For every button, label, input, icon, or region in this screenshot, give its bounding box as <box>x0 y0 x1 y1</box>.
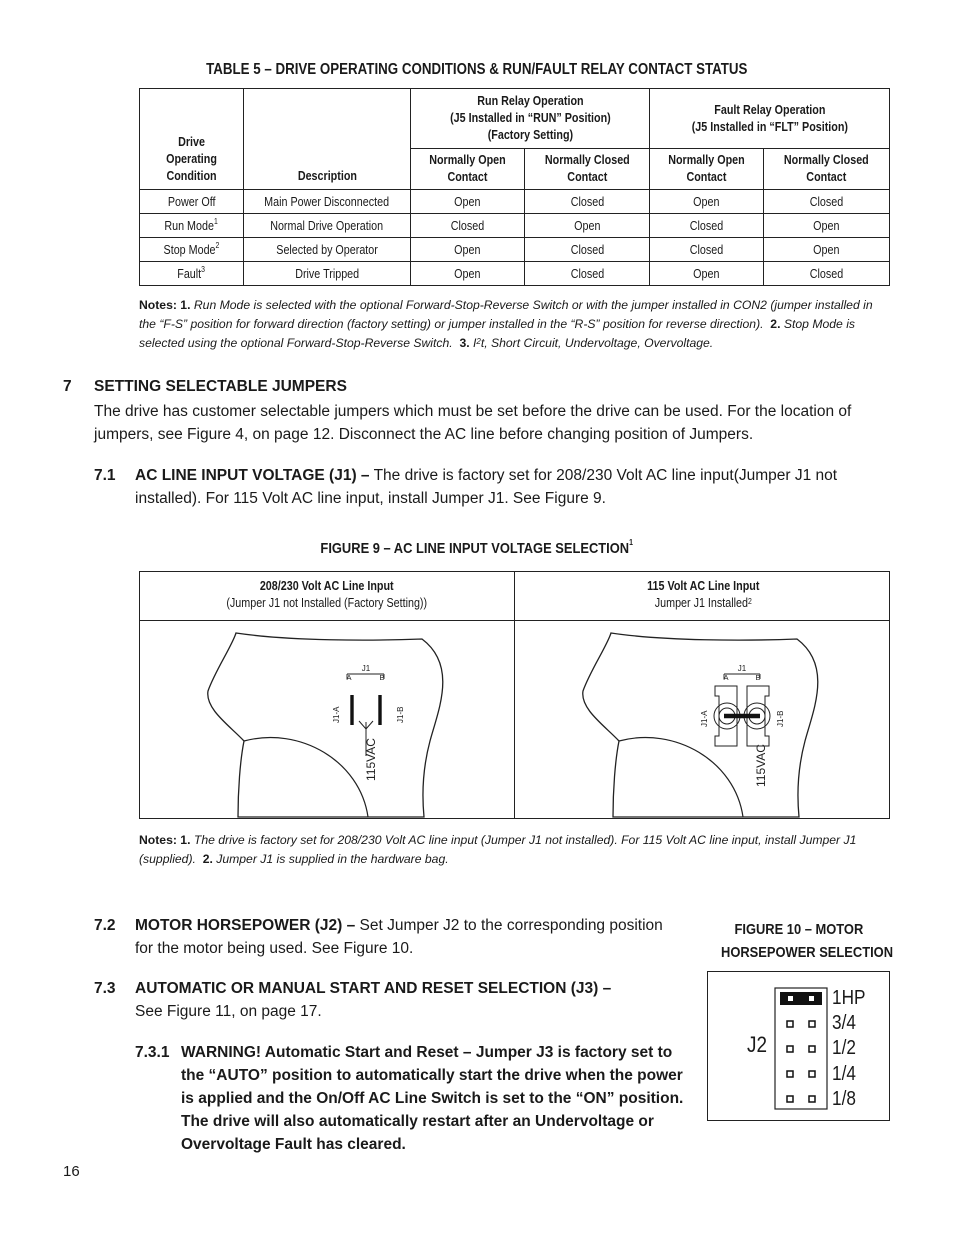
j1b-label: J1-B <box>776 710 785 727</box>
pin-b-label: B <box>755 673 761 682</box>
table-row: Stop Mode$^2$ Selected by Operator Open Closed Closed Open <box>140 238 890 262</box>
position-label: 1/2 <box>832 1037 856 1060</box>
position-label: 1/4 <box>832 1062 856 1085</box>
header-fault-relay: Fault Relay Operation (J5 Installed in “FLT” Position) <box>650 89 890 149</box>
figure9-left-diagram <box>140 621 514 819</box>
figure10-title: FIGURE 10 – MOTOR HORSEPOWER SELECTION <box>721 921 894 961</box>
table5-notes: Notes: 1. Run Mode is selected with the optional Forward-Stop-Reverse Switch or with the jumper installed in CON2 (jumper installed in the “F-S” position for forward direction (factory setting) or jumper installed in the “R-S” position for reverse direction). 2. Stop Mode is selected using the optional Forward-Stop-Reverse Switch. 3. $I^2t$, Short Circuit, Undervoltage, Overvoltage. <box>139 298 873 350</box>
position-label: 3/4 <box>832 1012 856 1035</box>
figure9-notes: Notes: 1. The drive is factory set for 208/230 Volt AC line input (Jumper J1 not installed). For 115 Volt AC line input, install Jumper J1 (supplied). 2. Jumper J1 is supplied in the hardware bag. <box>139 833 857 866</box>
j2-label: J2 <box>747 1032 767 1057</box>
section71-text: AC LINE INPUT VOLTAGE (J1) – The drive is factory set for 208/230 Volt AC line input(Jumper J1 not installed). For 115 Volt AC line input, install Jumper J1. See Figure 9. <box>135 467 838 507</box>
figure9-title: FIGURE 9 – AC LINE INPUT VOLTAGE SELECTION$^1$ <box>320 538 634 557</box>
header-run-relay: Run Relay Operation (J5 Installed in “RUN” Position) (Factory Setting) <box>411 89 650 149</box>
vac-label: 115VAC <box>364 738 378 781</box>
j1a-label: J1-A <box>700 710 709 727</box>
section7-number: 7 <box>63 378 72 395</box>
j1a-label: J1-A <box>332 706 341 723</box>
section731-warning: WARNING! Automatic Start and Reset – Jumper J3 is factory set to the “AUTO” position to automatically start the drive when the power is applied and the On/Off AC Line Switch is set to the “ON” position. The drive will also automatically restart after an Undervoltage or Overvoltage Fault has cleared. <box>181 1044 684 1153</box>
section7-paragraph: The drive has customer selectable jumpers which must be set before the drive can be used. For the location of jumpers, see Figure 4, on page 12. Disconnect the AC line before changing position of Jumpers. <box>94 403 852 443</box>
pin-a-label: A <box>723 673 729 682</box>
header-description: Description <box>244 89 411 190</box>
j1-label: J1 <box>361 664 371 673</box>
section7-title: SETTING SELECTABLE JUMPERS <box>94 378 347 395</box>
figure9 <box>139 571 890 819</box>
header-condition: Drive Operating Condition <box>140 89 244 190</box>
j2-header-diagram <box>774 987 830 1112</box>
section731-number: 7.3.1 <box>135 1044 170 1061</box>
position-label: 1/8 <box>832 1087 856 1110</box>
section72-text: MOTOR HORSEPOWER (J2) – Set Jumper J2 to the corresponding position for the motor being used. See Figure 10. <box>135 917 663 957</box>
page-number: 16 <box>63 1163 80 1180</box>
section73-number: 7.3 <box>94 980 116 997</box>
table-row: Power Off Main Power Disconnected Open Closed Open Closed <box>140 190 890 214</box>
header-fault-nc: Normally Closed Contact <box>764 149 890 190</box>
header-fault-no: Normally Open Contact <box>650 149 764 190</box>
figure10 <box>707 971 890 1121</box>
j1b-label: J1-B <box>396 706 405 723</box>
section73-text: AUTOMATIC OR MANUAL START AND RESET SELECTION (J3) – See Figure 11, on page 17. <box>135 980 612 1020</box>
table-row: Run Mode$^1$ Normal Drive Operation Closed Open Closed Open <box>140 214 890 238</box>
table-row: Fault$^3$ Drive Tripped Open Closed Open Closed <box>140 262 890 286</box>
section71-number: 7.1 <box>94 467 116 484</box>
header-run-no: Normally Open Contact <box>411 149 525 190</box>
table5-title: TABLE 5 – DRIVE OPERATING CONDITIONS & RUN/FAULT RELAY CONTACT STATUS <box>206 61 748 78</box>
figure9-right-diagram <box>515 621 890 819</box>
section72-number: 7.2 <box>94 917 116 934</box>
figure9-right-header: 115 Volt AC Line Input Jumper J1 Installed$^2$ <box>646 579 760 610</box>
header-run-nc: Normally Closed Contact <box>524 149 650 190</box>
pin-b-label: B <box>379 673 385 682</box>
vac-label: 115VAC <box>754 744 768 787</box>
j1-label: J1 <box>737 664 747 673</box>
j2-position-labels <box>832 986 871 1112</box>
table5 <box>139 88 890 286</box>
position-label: 1HP <box>832 987 866 1009</box>
pin-a-label: A <box>346 673 352 682</box>
figure9-left-header: 208/230 Volt AC Line Input (Jumper J1 not Installed (Factory Setting)) <box>226 579 428 610</box>
